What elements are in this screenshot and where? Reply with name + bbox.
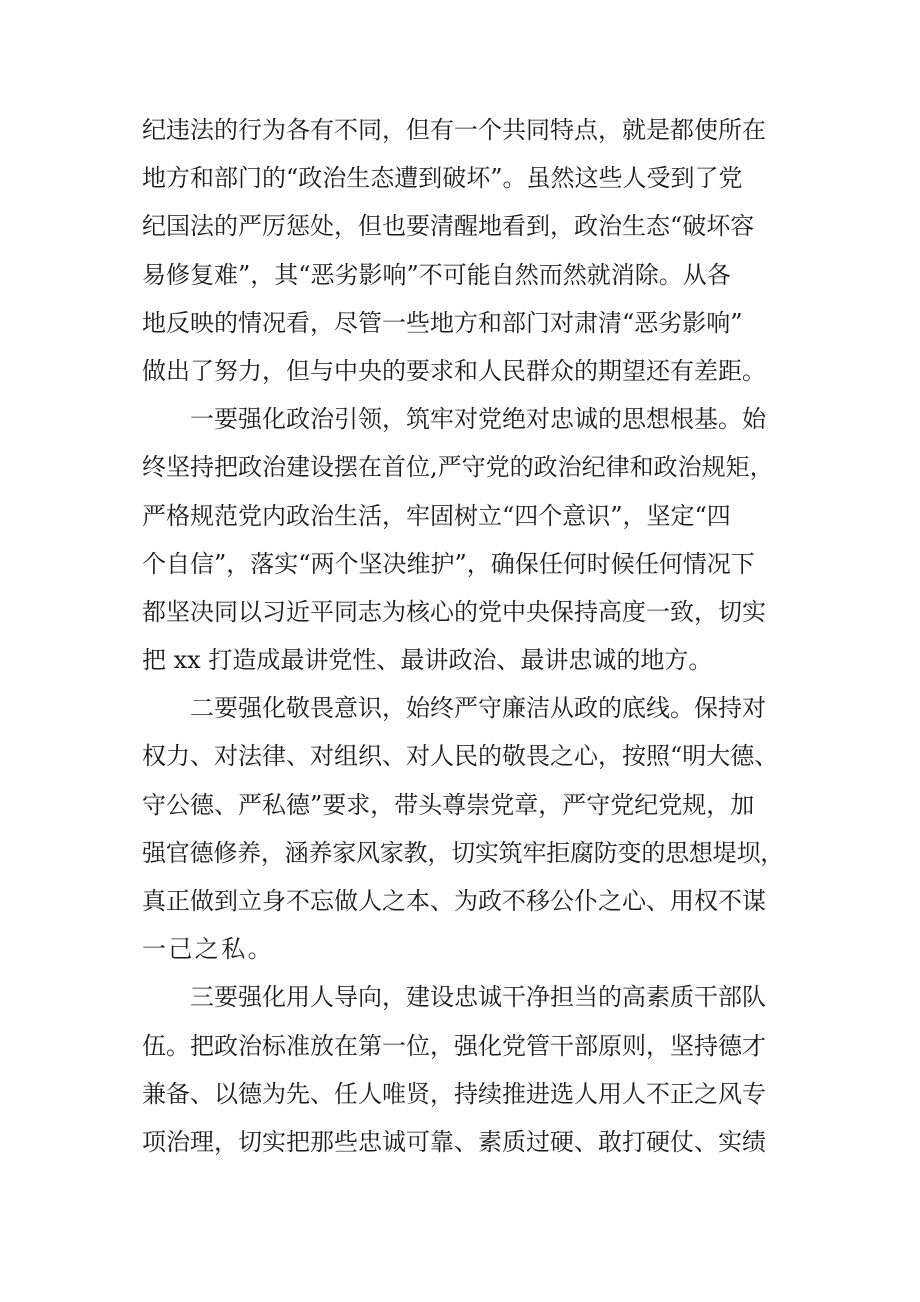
- text-line: 地方和部门的“政治生态遭到破坏”。虽然这些人受到了党: [142, 164, 743, 193]
- paragraph-first-line: 二要强化敬畏意识，始终严守廉洁从政的底线。保持对: [190, 694, 766, 723]
- text-line: 严格规范党内政治生活，牢固树立“四个意识”，坚定“四: [142, 501, 731, 530]
- text-line: 纪国法的严厉惩处，但也要清醒地看到，政治生态“破坏容: [142, 212, 755, 241]
- text-line: 权力、对法律、对组织、对人民的敬畏之心，按照“明大德、: [142, 742, 779, 771]
- text-line: 都坚决同以习近平同志为核心的党中央保持高度一致，切实: [142, 597, 766, 626]
- text-line: 守公德、严私德”要求，带头尊崇党章，严守党纪党规，加: [142, 790, 755, 819]
- body-text: [142, 106, 784, 1166]
- text-line: 伍。把政治标准放在第一位，强化党管干部原则，坚持德才: [142, 1031, 766, 1060]
- text-line: 做出了努力，但与中央的要求和人民群众的期望还有差距。: [142, 356, 766, 385]
- text-line: 易修复难”，其“恶劣影响”不可能自然而然就消除。从各: [142, 260, 731, 289]
- text-line: 强官德修养，涵养家风家教，切实筑牢拒腐防变的思想堤坝，: [142, 838, 784, 867]
- text-line: 纪违法的行为各有不同，但有一个共同特点，就是都使所在: [142, 116, 766, 144]
- text-line: 把 xx 打造成最讲党性、最讲政治、最讲忠诚的地方。: [142, 646, 713, 675]
- text-line: 兼备、以德为先、任人唯贤，持续推进选人用人不正之风专: [142, 1079, 766, 1108]
- text-line: 个自信”，落实“两个坚决维护”，确保任何时候任何情况下: [142, 549, 755, 578]
- text-line: 终坚持把政治建设摆在首位,严守党的政治纪律和政治规矩，: [142, 453, 774, 482]
- text-line: 真正做到立身不忘做人之本、为政不移公仆之心、用权不谋: [142, 887, 766, 915]
- text-line: 项治理，切实把那些忠诚可靠、素质过硬、敢打硬仗、实绩: [142, 1127, 766, 1156]
- text-line: 一己之私。: [142, 935, 274, 964]
- paragraph-first-line: 一要强化政治引领，筑牢对党绝对忠诚的思想根基。始: [190, 405, 766, 434]
- paragraph-first-line: 三要强化用人导向，建设忠诚干净担当的高素质干部队: [190, 983, 766, 1012]
- text-line: 地反映的情况看，尽管一些地方和部门对肃清“恶劣影响”: [142, 308, 743, 337]
